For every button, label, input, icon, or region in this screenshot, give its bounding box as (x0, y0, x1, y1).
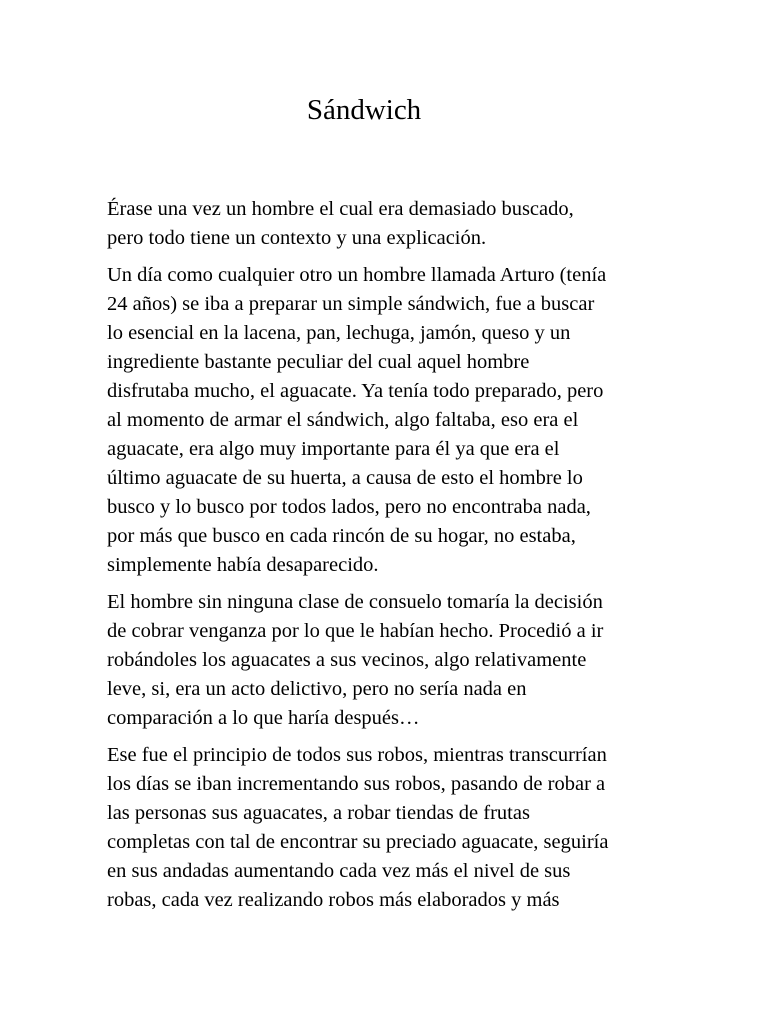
text-line: al momento de armar el sándwich, algo faltaba, eso era el (107, 409, 579, 431)
text-line: Un día como cualquier otro un hombre llamada Arturo (tenía (107, 264, 607, 286)
text-line: robándoles los aguacates a sus vecinos, algo relativamente (107, 649, 587, 671)
text-line: busco y lo busco por todos lados, pero no encontraba nada, (107, 496, 591, 518)
paragraph-4 (107, 741, 667, 915)
text-line: Érase una vez un hombre el cual era demasiado buscado, (107, 198, 574, 220)
text-line: ingrediente bastante peculiar del cual aquel hombre (107, 351, 530, 373)
text-line: disfrutaba mucho, el aguacate. Ya tenía todo preparado, pero (107, 380, 604, 402)
text-line: los días se iban incrementando sus robos, pasando de robar a (107, 773, 606, 795)
text-line: Ese fue el principio de todos sus robos, mientras transcurrían (107, 744, 607, 766)
text-line: aguacate, era algo muy importante para él ya que era el (107, 438, 560, 460)
text-line: pero todo tiene un contexto y una explicación. (107, 227, 487, 249)
text-line: leve, si, era un acto delictivo, pero no sería nada en (107, 678, 527, 700)
text-line: simplemente había desaparecido. (107, 554, 379, 576)
text-line: por más que busco en cada rincón de su hogar, no estaba, (107, 525, 576, 547)
document-title: Sándwich (306, 94, 422, 126)
text-line: de cobrar venganza por lo que le habían hecho. Procedió a ir (107, 620, 604, 642)
paragraph-1 (107, 195, 667, 253)
text-line: 24 años) se iba a preparar un simple sándwich, fue a buscar (107, 293, 595, 315)
text-line: comparación a lo que haría después… (107, 707, 420, 729)
text-line: último aguacate de su huerta, a causa de esto el hombre lo (107, 467, 583, 489)
text-line: las personas sus aguacates, a robar tiendas de frutas (107, 802, 530, 824)
text-line: robas, cada vez realizando robos más elaborados y más (107, 889, 560, 911)
text-line: El hombre sin ninguna clase de consuelo tomaría la decisión (107, 591, 603, 613)
paragraph-2 (107, 261, 667, 580)
document-body (107, 195, 667, 923)
text-line: completas con tal de encontrar su preciado aguacate, seguiría (107, 831, 609, 853)
paragraph-3 (107, 588, 667, 733)
text-line: lo esencial en la lacena, pan, lechuga, jamón, queso y un (107, 322, 571, 344)
text-line: en sus andadas aumentando cada vez más el nivel de sus (107, 860, 571, 882)
